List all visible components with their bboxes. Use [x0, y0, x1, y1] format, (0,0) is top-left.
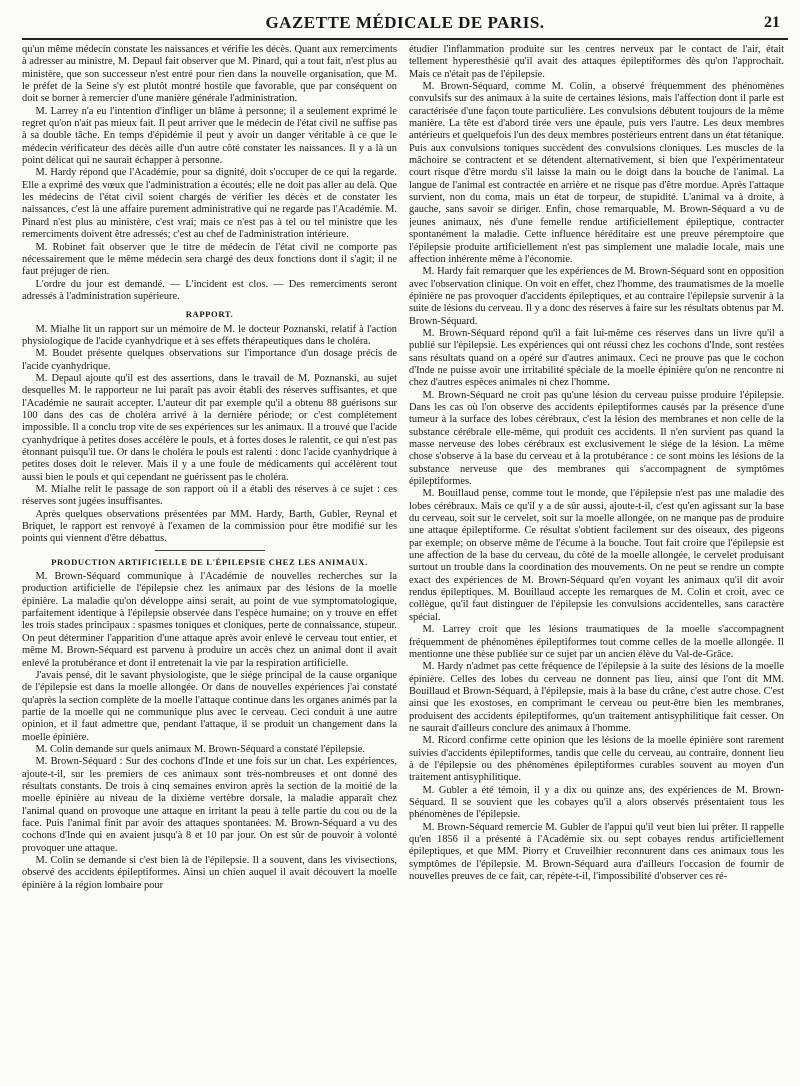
section-divider	[155, 550, 265, 551]
paragraph: M. Brown-Séquard communique à l'Académie de nouvelles recherches sur la production artificielle de l'épilepsie chez les animaux par des lésions de la moelle épinière. La maladie qu'on développe ainsi serait, au point de vue symptomatologique, parfaitement identique à l'épilepsie observée dans l'espèce humaine; on y trouve en effet les trois stades principaux : spasmes toniques et cloniques, perte de connaissance, stupeur. On peut déterminer l'apparition d'une attaque après avoir enlevé le cerveau tout entier, et même M. Brown-Séquard est parvenu à produire un accès chez un animal dont il avait enlevé la protubérance et dont il entretenait la vie par la respiration artificielle.	[22, 571, 397, 669]
paragraph: M. Hardy fait remarquer que les expériences de M. Brown-Séquard sont en opposition avec l'observation clinique. On voit en effet, chez l'homme, des traumatismes de la moelle épinière ne pas provoquer d'accidents épileptiques, et au contraire l'épilepsie survenir à la suite de lésions du cerveau. Il y a donc des réserves à faire sur les résultats obtenus par M. Brown-Séquard.	[409, 266, 784, 327]
paragraph: M. Depaul ajoute qu'il est des assertions, dans le travail de M. Poznanski, au sujet desquelles M. le rapporteur ne lui paraît pas avoir établi des réserves suffisantes, et que l'Académie ne saurait accepter. L'auteur dit par exemple qu'il a obtenu 88 guérisons sur 100 dans des cas de choléra arrivé à la dernière période; or c'est complétement impossible. Il a conclu trop vite de ses expériences sur les animaux. Il a trouvé que l'acide cyanhydrique à petites doses accélère le pouls, et à fortes doses le ralentit, ce qui n'est pas étonnant puisqu'il tue. Or dans le choléra le pouls est ralenti : donc l'acide cyanhydrique à petites doses doit le relever. Mais il y a une foule de médicaments qui accélèrent tout aussi bien le pouls et qui cependant ne guérissent pas le choléra.	[22, 372, 397, 483]
journal-title: GAZETTE MÉDICALE DE PARIS.	[265, 13, 545, 32]
paragraph: étudier l'inflammation produite sur les centres nerveux par le contact de l'air, était tellement hyperesthésié qu'il avait des attaques épileptiformes dès qu'on l'approchait. Mais ce n'était pas de l'épilepsie.	[409, 44, 784, 80]
paragraph: L'ordre du jour est demandé. — L'incident est clos. — Des remerciments seront adressés à l'administration supérieure.	[22, 278, 397, 302]
left-column	[22, 44, 397, 1084]
paragraph: M. Hardy répond que l'Académie, pour sa dignité, doit s'occuper de ce qui la regarde. Elle a exprimé des vœux que l'administration a écoutés; elle ne doit pas aller au delà. Que les médecins de l'état civil soient chargés de vérifier les décès et de constater les naissances, c'est là une affaire purement administrative qui ne regarde pas l'Académie. M. Pinard n'est plus au ministère, c'est vrai; mais ce n'est pas à tel ou tel ministre que les remerciments doivent être adressés; c'est au chef de l'administration intérieure.	[22, 167, 397, 241]
paragraph: Après quelques observations présentées par MM. Hardy, Barth, Gubler, Reynal et Briquet, le rapport est renvoyé à l'examen de la commission pour être modifié sur les points qui viennent d'être débattus.	[22, 508, 397, 545]
paragraph: M. Brown-Séquard remercie M. Gubler de l'appui qu'il veut bien lui prêter. Il rappelle qu'en 1856 il a présenté à l'Académie six ou sept cobayes rendus artificiellement épileptiques, et que MM. Piorry et Cruveilhier reconnurent dans ces animaux tous les symptômes de l'épilepsie. M. Brown-Séquard aura d'ailleurs l'occasion de fournir de nouvelles preuves de ce fait, car, répète-t-il, l'impossibilité d'observer ces ré-	[409, 821, 784, 883]
paragraph: M. Larrey n'a eu l'intention d'infliger un blâme à personne; il a seulement exprimé le regret qu'on n'ait pas mieux fait. Il peut arriver que le médecin de l'état civil ne suffise pas à sa double tâche. En temps d'épidémie il peut y avoir un danger véritable à ce que le médecin vérificateur des décès aille d'un autre côté constater les naissances. Il y a là un point délicat qui ne saurait échapper à personne.	[22, 105, 397, 167]
page-header	[22, 8, 788, 40]
paragraph: M. Mialhe relit le passage de son rapport où il a établi des réserves à ce sujet : ces réserves sont jugées insuffisantes.	[22, 484, 397, 508]
paragraph: M. Robinet fait observer que le titre de médecin de l'état civil ne comporte pas nécessairement que le même médecin sera chargé des deux fonctions dont il s'agit; il ne faut préjuger de rien.	[22, 241, 397, 278]
paragraph: M. Colin se demande si c'est bien là de l'épilepsie. Il a souvent, dans les vivisections, observé des accidents épileptiformes. Ainsi un chien auquel il avait découvert la moelle épinière à la région lombaire pour	[22, 855, 397, 891]
paragraph: M. Hardy n'admet pas cette fréquence de l'épilepsie à la suite des lésions de la moelle épinière. Celles des lobes du cerveau ne donnent pas lieu, ainsi que l'ont dit MM. Bouillaud et Brown-Séquard, à l'épilepsie, mais à la base du crâne, c'est autre chose. C'est ainsi que les exostoses, en comprimant le cerveau ou peut-être bien les membranes, produisent des accidents épileptiformes, qu'un traitement antisyphilitique fait cesser. On ne saurait d'ailleurs conclure des animaux à l'homme.	[409, 661, 784, 734]
right-column	[409, 44, 784, 1084]
paragraph: M. Bouillaud pense, comme tout le monde, que l'épilepsie n'est pas une maladie des lobes cérébraux. Mais ce qu'il y a de sûr aussi, ajoute-t-il, c'est qu'en agissant sur la base du cerveau, soit sur le cervelet, soit sur la moelle allongée, on ne manque pas de produire une attaque épileptiforme. Ce résultat s'obtient facilement sur des oiseaux, des pigeons par exemple; on observe même de l'écume à la bouche. Tout fait croire que l'épilepsie est une affection de la base du cerveau, du côté de la moelle allongée, le cervelet produisant surtout un trouble dans la coordination des mouvements. On ne peut se rendre un compte exact des expériences de M. Brown-Séquard qu'en voyant les animaux qu'il dit avoir rendus épileptiques. M. Bouillaud accepte les remarques de M. Colin et croit, avec ce collègue, qu'il faut distinguer de l'épilepsie les convulsions accidentelles, sans caractère spécial.	[409, 488, 784, 623]
paragraph: M. Larrey croit que les lésions traumatiques de la moelle s'accompagnent fréquemment de phénomènes épileptiformes tout comme celles de la moelle allongée. Il mentionne une thèse publiée sur ce sujet par un ancien élève du Val-de-Grâce.	[409, 624, 784, 660]
page-number: 21	[764, 14, 780, 31]
section-heading-epilepsie: PRODUCTION ARTIFICIELLE DE L'ÉPILEPSIE CHEZ LES ANIMAUX.	[51, 556, 368, 567]
paragraph: qu'un même médecin constate les naissances et vérifie les décès. Quant aux remerciments à adresser au ministre, M. Depaul fait observer que M. Pinard, qui a tout fait, n'est plus au ministère, que son successeur n'est entré pour rien dans la nouvelle organisation, que M. le préfet de la Seine s'y est plutôt montré hostile que favorable, que par conséquent on doit se borner à remercier d'une manière générale l'administration.	[22, 44, 397, 105]
paragraph: M. Mialhe lit un rapport sur un mémoire de M. le docteur Poznanski, relatif à l'action physiologique de l'acide cyanhydrique et à ses effets thérapeutiques dans le choléra.	[22, 323, 397, 347]
text-columns	[22, 44, 788, 1084]
paragraph: M. Brown-Séquard ne croit pas qu'une lésion du cerveau puisse produire l'épilepsie. Dans les cas où l'on observe des accidents épileptiformes causés par la présence d'une tumeur à la surface des lobes cérébraux, c'est la lésion des membranes et non celle de la substance cérébrale elle-même, qui produit ces accidents. Il n'en survient pas quand la masse nerveuse des lobes cérébraux est exclusivement le siége de la lésion. La même chose s'observe à la base du cerveau et à la protubérance : ce sont moins les lésions de la substance nerveuse que des membranes qui s'accompagnent de symptômes épileptiformes.	[409, 389, 784, 488]
paragraph: M. Gubler a été témoin, il y a dix ou quinze ans, des expériences de M. Brown-Séquard. Il se souvient que les cobayes qu'il a alors observés présentaient tous les phénomènes de l'épilepsie.	[409, 784, 784, 821]
paragraph: M. Colin demande sur quels animaux M. Brown-Séquard a constaté l'épilepsie.	[35, 743, 365, 755]
section-heading-rapport: RAPPORT.	[185, 309, 234, 320]
paragraph: M. Brown-Séquard répond qu'il a fait lui-même ces réserves dans un livre qu'il a publié sur l'épilepsie. Les expériences qui ont réussi chez les cochons d'Inde, sont restées sans résultats quand on a opéré sur d'autres animaux. Ceci ne prouve pas que le cochon d'Inde ne puisse avoir une irritabilité spéciale de la moelle épinière qu'on ne rencontre ni chez d'autres espèces animales ni chez l'homme.	[409, 327, 784, 389]
paragraph: M. Brown-Séquard : Sur des cochons d'Inde et une fois sur un chat. Les expériences, ajoute-t-il, sur les premiers de ces animaux sont très-nombreuses et ont donné des résultats constants. De trois à cinq semaines environ après la section de la moitié de la moelle épinière au niveau de la dixième vertèbre dorsale, la maladie apparaît chez l'animal quand on provoque une attaque en irritant la peau à telle partie du cou ou de la face. Puis l'animal finit par avoir des attaques spontanées. M. Brown-Séquard a vu des cochons d'Inde qui en avaient jusqu'à 8 et 10 par jour. On est sûr de pouvoir à volonté provoquer une attaque.	[22, 756, 397, 854]
paragraph: J'avais pensé, dit le savant physiologiste, que le siége principal de la cause organique de l'épilepsie est dans la moelle allongée. Or dans de nouvelles expériences j'ai constaté qu'après la section complète de la moelle l'attaque continue dans les organes animés par la partie de la moelle qui ne communique plus avec le cerveau. Ceci conduit à une autre opinion, et il faut admettre que, pendant l'attaque, il se produit un changement dans la moelle épinière.	[22, 669, 397, 743]
paragraph: M. Boudet présente quelques observations sur l'importance d'un dosage précis de l'acide cyanhydrique.	[22, 348, 397, 372]
paragraph: M. Brown-Séquard, comme M. Colin, a observé fréquemment des phénomènes convulsifs sur des animaux à la suite de certaines lésions, mais l'affection dont il parle est caractérisée d'une façon toute particulière. Les convulsions débutent toujours de la même manière. La tête est d'abord tirée vers une épaule, puis vers l'autre. Les deux membres antérieurs et quelquefois l'un des deux membres postérieurs entrent dans un état tétanique. Puis aux convulsions toniques succèdent des convulsions cloniques. Les muscles de la mâchoire se contractent et se détendent alternativement, si bien que l'expérimentateur court risque d'être mordu s'il laisse la main ou le doigt dans la bouche de l'animal. La langue de l'animal est contractée en arrière et ne risque pas d'être mordue. Après l'attaque survient, non du coma, mais un état de torpeur, de stupidité. L'animal va à droite, à gauche, sans savoir se diriger. Enfin, chose remarquable, M. Brown-Séquard a vu de jeunes animaux, nés d'une femelle rendue artificiellement épileptique, contracter spontanément la maladie. Cette influence héréditaire est une preuve péremptoire que l'épilepsie produite artificiellement n'est pas simplement une maladie locale, mais une affection inhérente même à l'économie.	[409, 81, 784, 265]
paragraph: M. Ricord confirme cette opinion que les lésions de la moelle épinière sont rarement suivies d'accidents épileptiformes, tandis que celle du cerveau, au contraire, donnent lieu à de l'épilepsie ou des phénomènes épileptiformes curables souvent au moyen d'un traitement antisyphilitique.	[409, 735, 784, 784]
